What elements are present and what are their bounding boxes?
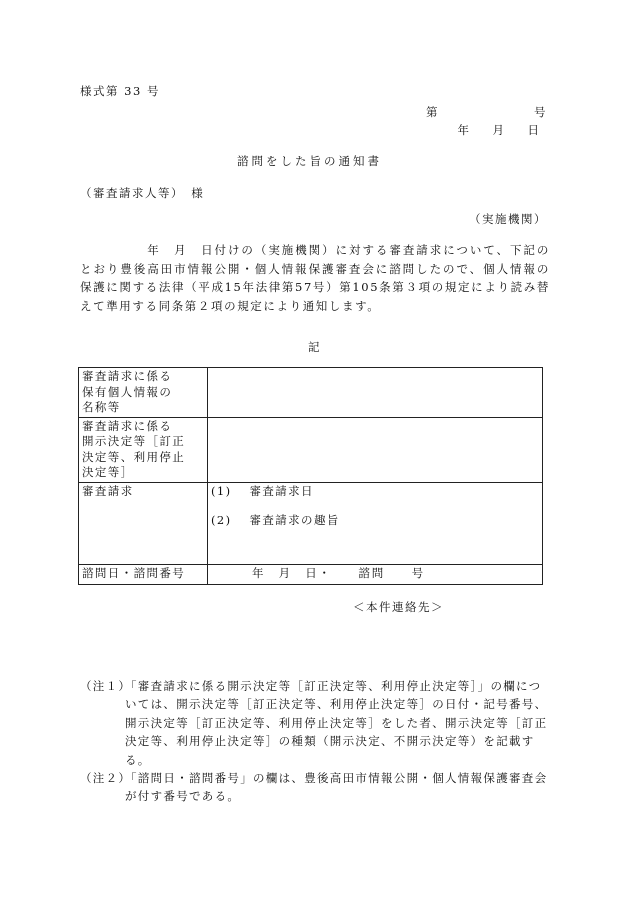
label-line: 保有個人情報の <box>82 384 173 399</box>
label-line: 開示決定等［訂正 <box>82 434 186 448</box>
row-label-review-request <box>79 482 208 564</box>
row-value-inquiry-date: 年 月 日・ 諮問 号 <box>208 564 543 584</box>
notes-section <box>80 677 550 806</box>
row-value-holding-info <box>208 368 543 418</box>
note-2-head: （注２） <box>80 771 132 786</box>
row-label-inquiry-date <box>79 564 208 584</box>
note-1 <box>80 677 550 769</box>
label-line: 決定等、利用停止 <box>82 449 186 464</box>
table-row <box>79 368 543 418</box>
label-line: 審査請求に係る <box>82 418 173 433</box>
label-line: 審査請求 <box>82 483 134 498</box>
label-line: 諮問日・諮問番号 <box>82 565 186 580</box>
label-line: 名称等 <box>82 400 121 414</box>
note-2 <box>80 769 550 806</box>
review-request-date: (1) 審査請求日 <box>211 483 314 498</box>
detail-table <box>78 367 543 585</box>
note-1-body: 「審査請求に係る開示決定等［訂正決定等、利用停止決定等］」の欄については、開示決定等［訂正決定等、利用停止決定等］の日付・記号番号、開示決定等［訂正決定等、利用停止決定等］をした者、開示決定等［訂正決定等、利用停止決定等］の種類（開示決定、不開示決定等）を記載する。 <box>125 679 548 767</box>
note-1-head: （注１） <box>80 679 132 693</box>
page-title: 諮問をした旨の通知書 <box>237 154 382 168</box>
body-text: 年 月 日付けの（実施機関）に対する審査請求について、下記のとおり豊後高田市情報公開・個人情報保護審査会に諮問したので、個人情報の保護に関する法律（平成15年法律第57号）第105条第３項の規定により読み替えて準用する同条第２項の規定により通知します。 <box>80 243 550 313</box>
table-row <box>79 564 543 584</box>
row-value-review-request <box>208 482 543 564</box>
table-row <box>79 482 543 564</box>
note-2-body: 「諮問日・諮問番号」の欄は、豊後高田市情報公開・個人情報保護審査会が付す番号である。 <box>125 771 548 804</box>
label-line: 審査請求に係る <box>82 369 173 383</box>
issuer: （実施機関） <box>469 212 547 226</box>
row-label-holding-info <box>79 368 208 418</box>
label-line: 決定等］ <box>82 465 134 479</box>
ki-heading: 記 <box>308 340 321 354</box>
number-prefix: 第 <box>426 105 439 119</box>
addressee: （審査請求人等） 様 <box>80 186 205 200</box>
row-label-disclosure-decision <box>79 417 208 482</box>
row-value-disclosure-decision <box>208 417 543 482</box>
review-request-purpose: (2) 審査請求の趣旨 <box>211 513 340 527</box>
table-row <box>79 417 543 482</box>
contact-heading: ＜本件連絡先＞ <box>353 600 444 614</box>
form-number: 様式第 33 号 <box>80 84 160 98</box>
number-suffix: 号 <box>534 105 547 119</box>
date-line: 年 月 日 <box>457 123 545 137</box>
